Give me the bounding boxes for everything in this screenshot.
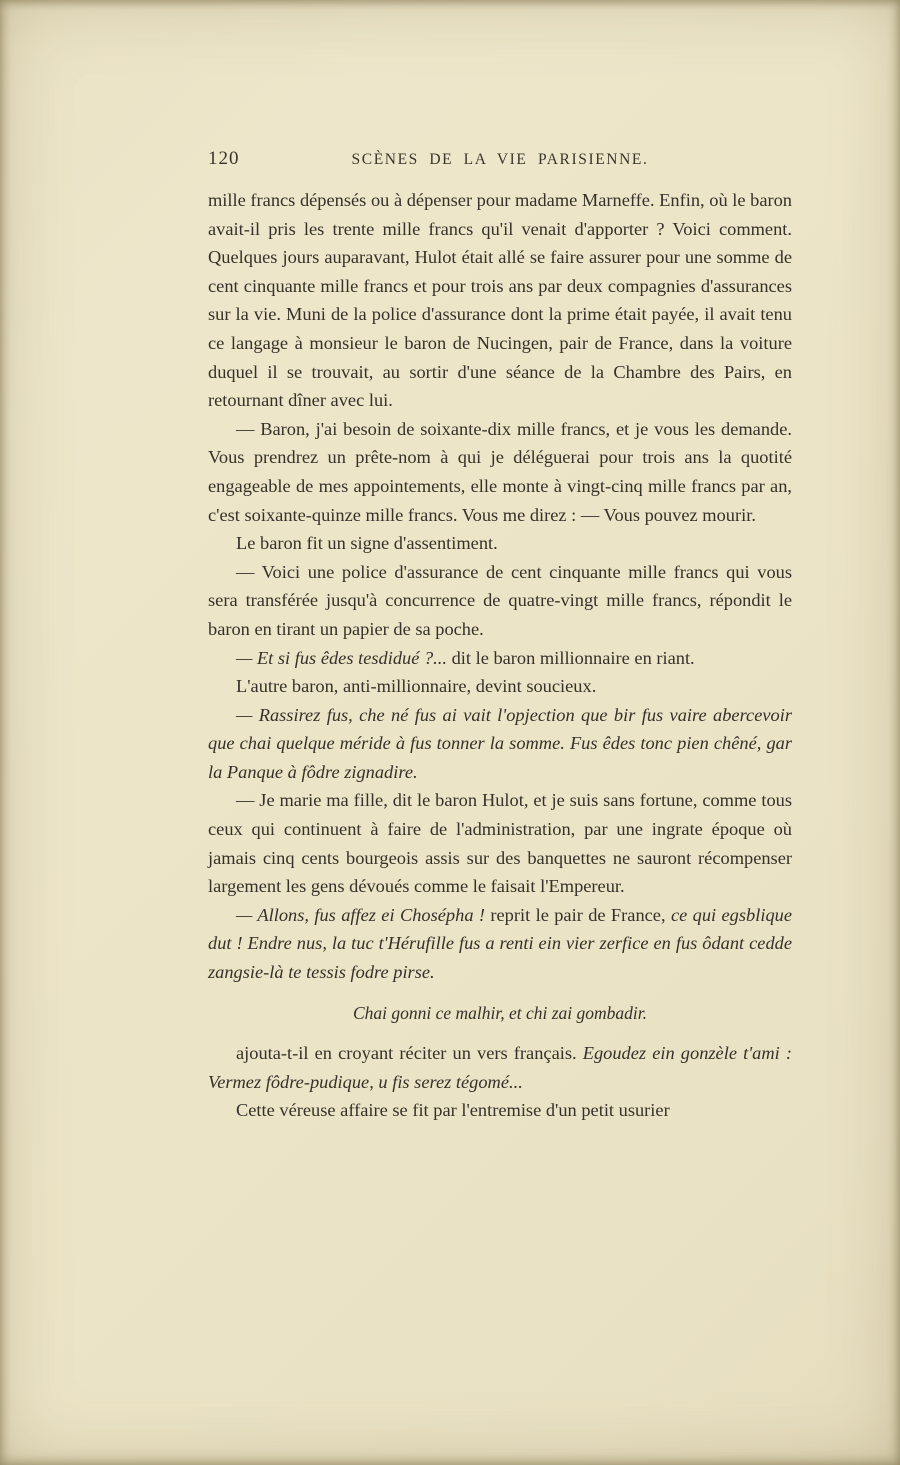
- page-header: [208, 148, 792, 174]
- paragraph: [208, 672, 792, 701]
- paragraph: [208, 644, 792, 673]
- verse-line: [208, 999, 792, 1028]
- paragraph: [208, 1096, 792, 1125]
- paragraph: [208, 701, 792, 787]
- dialogue-accent-text: — Et si fus êdes tesdidué ?...: [236, 647, 447, 668]
- paragraph-text: Le baron fit un signe d'assentiment.: [236, 533, 498, 554]
- paragraph-text: L'autre baron, anti-millionnaire, devint soucieux.: [236, 676, 597, 697]
- paragraph: [208, 529, 792, 558]
- dialogue-accent-text: — Rassirez fus, che né fus ai vait l'opjection que bir fus vaire abercevoir que chai quelque méride à fus tonner la somme. Fus êdes tonc pien chêné, gar la Panque à fôdre zignadire.: [208, 704, 792, 782]
- paragraph: [208, 186, 792, 415]
- page-text-block: [208, 186, 792, 1125]
- dialogue-accent-text: — Allons, fus affez ei Chosépha !: [236, 904, 486, 925]
- paragraph-text: mille francs dépensés ou à dépenser pour madame Marneffe. Enfin, où le baron avait-il pris les trente mille francs qu'il venait d'apporter ? Voici comment. Quelques jours auparavant, Hulot était allé se faire assurer pour une somme de cent cinquante mille francs et pour trois ans par deux compagnies d'assurances sur la vie. Muni de la police d'assurance dont la prime était payée, il avait tenu ce langage à monsieur le baron de Nucingen, pair de France, dans la voiture duquel il se trouvait, au sortir d'une séance de la Chambre des Pairs, en retournant dîner avec lui.: [208, 190, 792, 411]
- dialogue-accent-text: Egoudez ein gonzèle t'ami : Vermez fôdre-pudique, u fis serez tégomé...: [208, 1043, 792, 1092]
- dialogue-text: — Je marie ma fille, dit le baron Hulot, et je suis sans fortune, comme tous ceux qui continuent à faire de l'administration, par une ingrate époque où jamais cinq cents bourgeois assis sur des banquettes ne sauront récompenser largement les gens dévoués comme le faisait l'Empereur.: [208, 790, 792, 897]
- paragraph: [208, 786, 792, 900]
- paragraph: [208, 415, 792, 529]
- narration-text: ajouta-t-il en croyant réciter un vers français.: [236, 1043, 583, 1064]
- page-number: 120: [208, 148, 240, 169]
- dialogue-text: — Baron, j'ai besoin de soixante-dix mille francs, et je vous les demande. Vous prendrez un prête-nom à qui je déléguerai pour trois ans la quotité engageable de mes appointements, elle monte à vingt-cinq mille francs par an, c'est soixante-quinze mille francs. Vous me direz : — Vous pouvez mourir.: [208, 418, 792, 525]
- paragraph: [208, 1039, 792, 1096]
- narration-text: dit le baron millionnaire en riant.: [446, 647, 695, 668]
- paragraph: [208, 901, 792, 987]
- dialogue-text: — Voici une police d'assurance de cent cinquante mille francs qui vous sera transférée jusqu'à concurrence de quatre-vingt mille francs, répondit le baron en tirant un papier de sa poche.: [208, 561, 792, 639]
- paragraph-text: Cette véreuse affaire se fit par l'entremise d'un petit usurier: [236, 1100, 670, 1121]
- dialogue-accent-text: ce qui egsblique dut ! Endre nus, la tuc t'Hérufille fus a renti ein vier zerfice en fus ôdant cedde zangsie-là te tessis fodre pirse.: [208, 904, 793, 983]
- verse-text: Chai gonni ce malhir, et chi zai gombadir.: [352, 1002, 648, 1023]
- narration-text: reprit le pair de France,: [485, 904, 666, 925]
- paragraph: [208, 558, 792, 644]
- running-title: SCÈNES DE LA VIE PARISIENNE.: [351, 151, 649, 168]
